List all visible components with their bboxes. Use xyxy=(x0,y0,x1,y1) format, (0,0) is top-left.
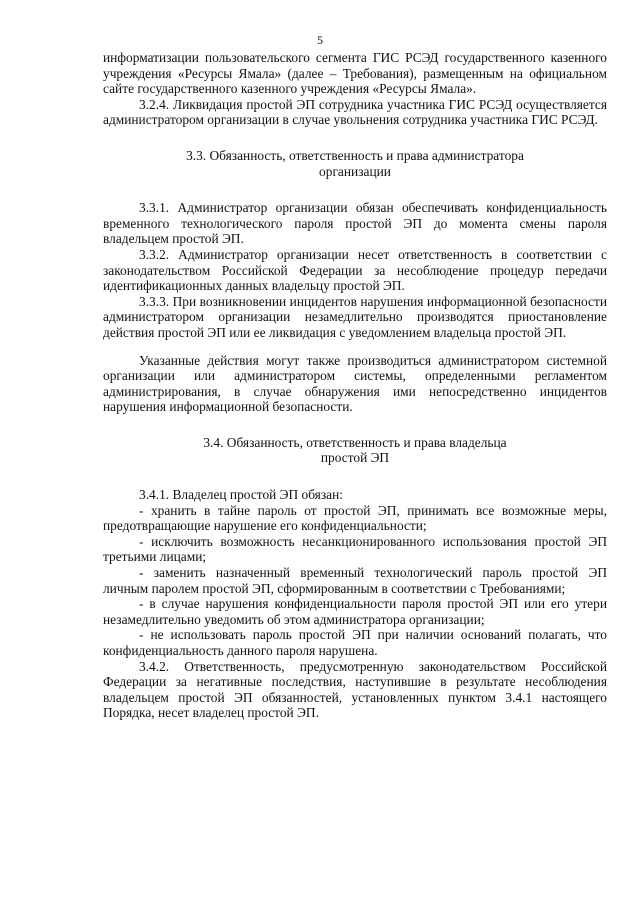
list-item-keep-password-secret: - хранить в тайне пароль от простой ЭП, принимать все возможные меры, предотвращающие нарушение его конфиденциальности; xyxy=(103,502,607,534)
paragraph-requirements-continuation: информатизации пользовательского сегмента ГИС РСЭД государственного казенного учреждения «Ресурсы Ямала» (далее – Требования), размещенным на официальном сайте государственного казенного учреждения «Ресурсы Ямала». xyxy=(103,50,607,97)
page-number: 5 xyxy=(317,33,323,47)
paragraph-3-4-1: 3.4.1. Владелец простой ЭП обязан: xyxy=(139,487,343,503)
document-body xyxy=(103,50,607,721)
list-item-replace-temporary-password: - заменить назначенный временный технологический пароль простой ЭП личным паролем простой ЭП, сформированным в соответствии с Требованиями; xyxy=(103,565,607,596)
section-heading-3-3-line2: организации xyxy=(319,163,391,179)
paragraph-3-3-2: 3.3.2. Администратор организации несет ответственность в соответствии с законодательством Российской Федерации за несоблюдение процедур передачи идентификационных данных владельцу простой ЭП. xyxy=(103,246,607,294)
section-heading-3-3-line1: 3.3. Обязанность, ответственность и права администратора xyxy=(186,147,524,163)
paragraph-3-3-3: 3.3.3. При возникновении инцидентов нарушения информационной безопасности администратором организации незамедлительно производятся приостановление действия простой ЭП или ее ликвидация с уведомлением владельца простой ЭП. xyxy=(103,293,607,340)
paragraph-3-4-2: 3.4.2. Ответственность, предусмотренную законодательством Российской Федерации за негативные последствия, наступившие в результате несоблюдения владельцем простой ЭП обязанностей, установленных пунктом 3.4.1 настоящего Порядка, несет владелец простой ЭП. xyxy=(103,658,607,721)
section-heading-3-4 xyxy=(103,435,607,466)
list-item-notify-administrator: - в случае нарушения конфиденциальности пароля простой ЭП или его утери незамедлительно уведомить об этом администратора организации; xyxy=(103,596,607,627)
section-heading-3-4-line1: 3.4. Обязанность, ответственность и права владельца xyxy=(203,434,507,450)
paragraph-3-3-1: 3.3.1. Администратор организации обязан обеспечивать конфиденциальность временного технологического пароля простой ЭП до момента смены пароля владельцем простой ЭП. xyxy=(103,200,607,247)
paragraph-3-2-4: 3.2.4. Ликвидация простой ЭП сотрудника участника ГИС РСЭД осуществляется администратором организации в случае увольнения сотрудника участника ГИС РСЭД. xyxy=(103,96,607,128)
list-item-prevent-unauthorized-use: - исключить возможность несанкционированного использования простой ЭП третьими лицами; xyxy=(103,533,607,565)
section-heading-3-4-line2: простой ЭП xyxy=(320,450,390,466)
paragraph-3-3-note: Указанные действия могут также производиться администратором системной организации или администратором системы, определенными регламентом администрирования, в случае обнаружения ими непосредственно инцидентов нарушения информационной безопасности. xyxy=(103,352,607,415)
list-item-do-not-use-compromised-password: - не использовать пароль простой ЭП при наличии оснований полагать, что конфиденциальность данного пароля нарушена. xyxy=(103,627,607,658)
section-heading-3-3 xyxy=(103,148,607,179)
